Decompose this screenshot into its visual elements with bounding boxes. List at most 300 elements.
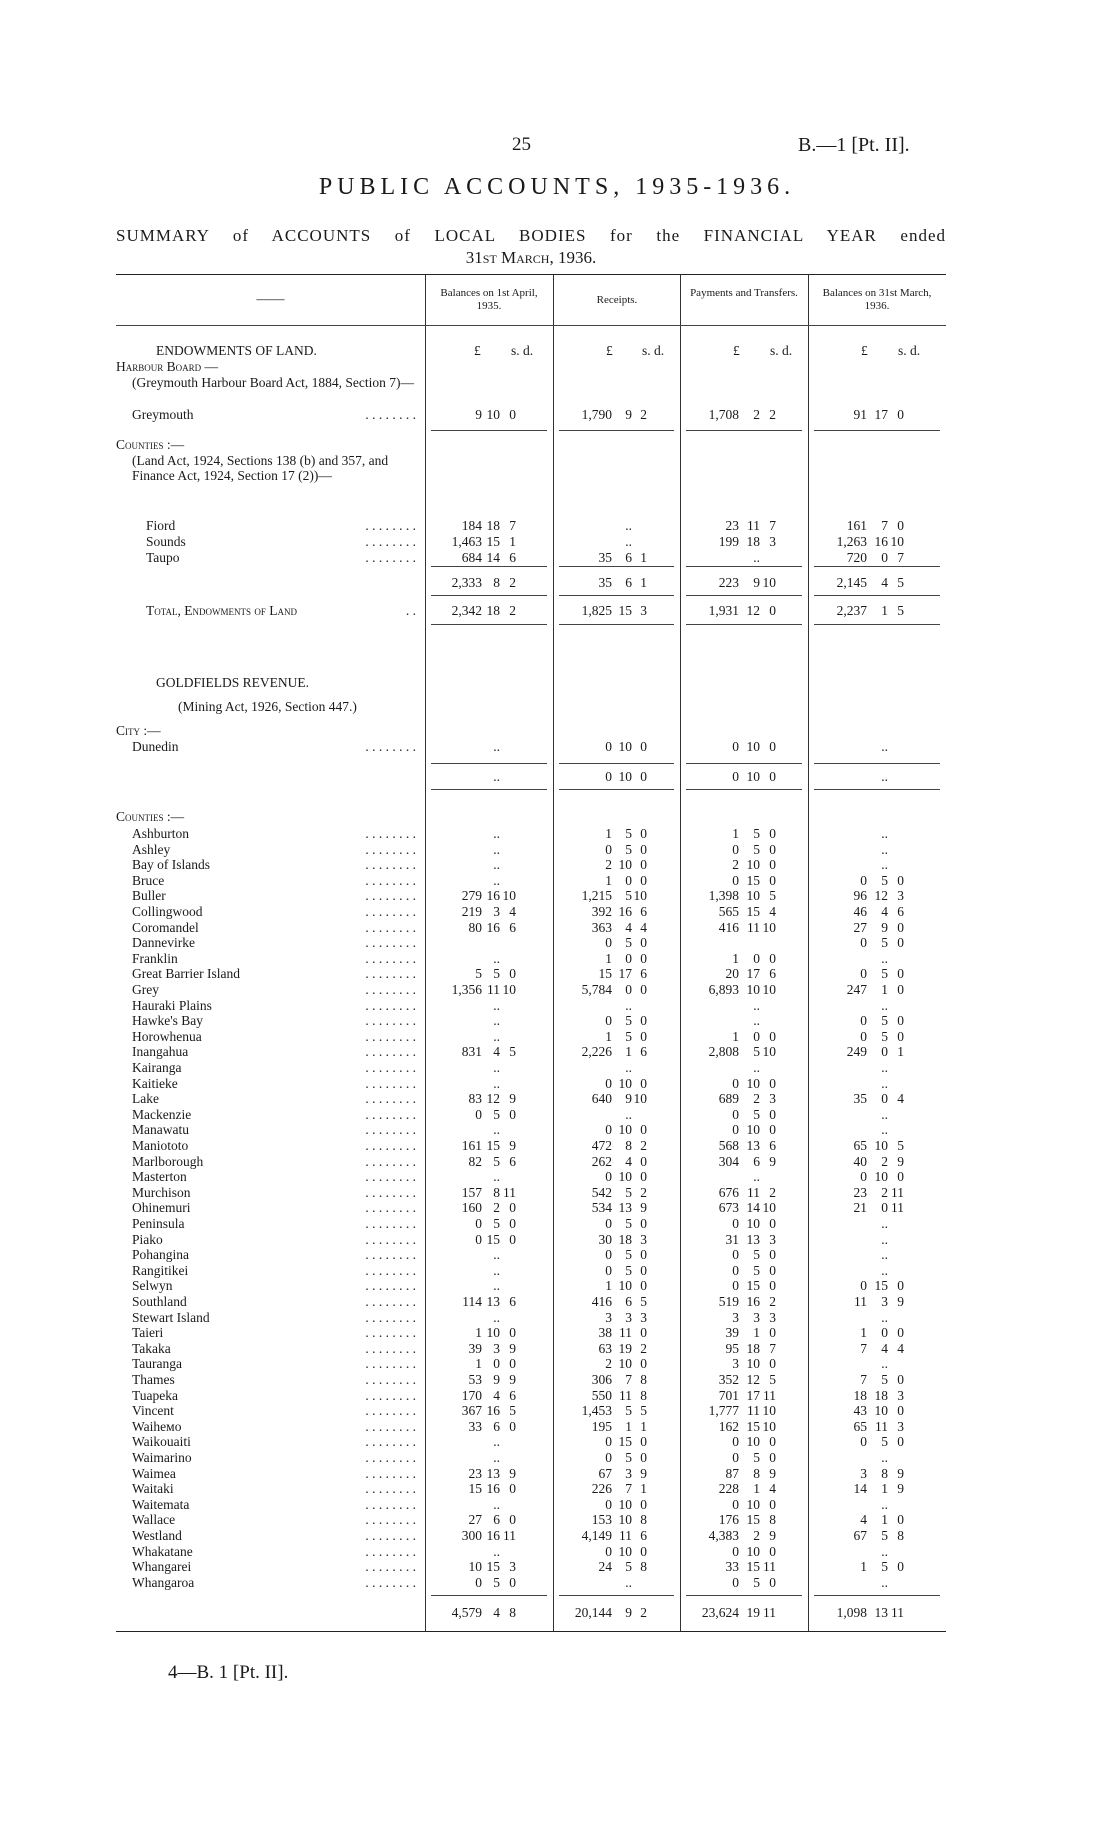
amount-part: 5 — [493, 966, 500, 982]
amount-part: 5 — [881, 1559, 888, 1575]
amount-part: 0 — [493, 1356, 500, 1372]
amount-part: 5,784 — [581, 982, 612, 997]
amount-part: 8 — [769, 1512, 776, 1528]
amount-part: 226 — [591, 1481, 612, 1497]
amount-part: 9 — [509, 1465, 516, 1481]
amount-part: 0 — [881, 1044, 888, 1060]
amount-part: 306 — [591, 1372, 612, 1387]
amount-empty: .. — [753, 1013, 760, 1029]
amount-part: 1 — [475, 1356, 482, 1372]
amount-part: 10 — [618, 1356, 632, 1372]
amount-empty: .. — [493, 1060, 500, 1075]
county-row — [116, 1294, 946, 1310]
amount-part: 1,708 — [708, 407, 739, 422]
county-row — [116, 1122, 946, 1138]
subtotal-rule — [559, 789, 674, 790]
amount-part: 0 — [640, 1450, 647, 1465]
amount-part: 2 — [605, 857, 612, 873]
subtotal-rule — [686, 1595, 802, 1596]
amount-part: 0 — [897, 1559, 904, 1575]
amount-part: 0 — [625, 950, 632, 966]
amount-part: 3 — [493, 1340, 500, 1356]
amount-part: 0 — [605, 935, 612, 951]
amount-part: 1 — [732, 950, 739, 966]
amount-part: 1 — [605, 872, 612, 888]
county-row — [116, 1044, 946, 1060]
amount-part: 5 — [897, 603, 904, 618]
amount-part: 3 — [769, 1309, 776, 1325]
amount-part: 8 — [493, 1184, 500, 1200]
amount-empty: .. — [753, 550, 760, 565]
county-row — [116, 1200, 946, 1216]
amount-part: 684 — [461, 550, 482, 565]
county-row — [116, 1575, 946, 1591]
county-row — [116, 873, 946, 889]
amount-part: 1 — [640, 1481, 647, 1497]
amount-part: 1 — [860, 1559, 867, 1575]
city-heading: City :— — [116, 723, 161, 738]
amount-empty: .. — [493, 872, 500, 888]
amount-part: 0 — [897, 966, 904, 982]
leader-dots: . . . . . . . . — [365, 966, 416, 982]
amount-part: 15 — [746, 904, 760, 919]
amount-part: 0 — [509, 1574, 516, 1590]
amount-part: 0 — [732, 739, 739, 754]
amount-part: 6 — [625, 1294, 632, 1309]
amount-part: 0 — [732, 1122, 739, 1138]
subtotal-rule — [686, 430, 802, 431]
amount-part: 35 — [598, 550, 612, 565]
amount-part: 363 — [591, 919, 612, 935]
amount-part: 18 — [618, 1231, 632, 1247]
amount-part: 367 — [461, 1403, 482, 1419]
amount-part: 2 — [509, 603, 516, 618]
leader-dots: . . . . . . . . — [365, 1231, 416, 1247]
leader-dots: . . . . . . . . — [365, 1543, 416, 1559]
amount-part: 5 — [493, 1106, 500, 1122]
amount-part: 0 — [769, 1434, 776, 1450]
amount-part: 11 — [747, 518, 760, 533]
leader-dots: . . . . . . . . — [365, 904, 416, 919]
amount-part: 0 — [897, 1028, 904, 1044]
unit-pounds: £ — [474, 343, 481, 358]
amount-part: 10 — [633, 888, 647, 904]
unit-sd: s. d. — [898, 343, 921, 358]
amount-part: 11 — [763, 1605, 776, 1620]
amount-part: 4 — [860, 1512, 867, 1528]
amount-part: 10 — [633, 1091, 647, 1107]
leader-dots: . . . . . . . . — [365, 1184, 416, 1200]
amount-part: 0 — [509, 407, 516, 422]
county-row — [116, 1450, 946, 1466]
county-row — [116, 1356, 946, 1372]
amount-part: 3 — [769, 1091, 776, 1107]
amount-part: 43 — [853, 1403, 867, 1419]
row-label: Taupo — [146, 550, 180, 565]
row-label: Mackenzie — [132, 1106, 192, 1122]
amount-empty: .. — [625, 1574, 632, 1590]
amount-part: 18 — [746, 1340, 760, 1356]
leader-dots: . . . . . . . . — [365, 1372, 416, 1387]
amount-part: 4 — [625, 919, 632, 935]
amount-part: 5 — [881, 1028, 888, 1044]
amount-part: 0 — [605, 1169, 612, 1185]
amount-part: 10 — [890, 534, 904, 549]
amount-part: 5 — [753, 826, 760, 841]
amount-part: 2 — [640, 407, 647, 422]
amount-part: 5 — [769, 888, 776, 904]
row-label: Inangahua — [132, 1044, 189, 1060]
amount-part: 0 — [897, 1169, 904, 1185]
amount-part: 0 — [860, 1028, 867, 1044]
total-rule — [431, 624, 547, 625]
amount-part: 10 — [618, 1278, 632, 1294]
header-rule — [116, 325, 946, 326]
amount-empty: .. — [493, 997, 500, 1013]
amount-part: 0 — [640, 982, 647, 997]
row-label: Waitemata — [132, 1496, 190, 1512]
amount-part: 550 — [591, 1387, 612, 1403]
amount-part: 15 — [598, 966, 612, 982]
county-row — [116, 951, 946, 967]
amount-part: 8 — [640, 1559, 647, 1575]
subtotal-rule — [431, 566, 547, 567]
amount-part: 6,893 — [708, 982, 739, 997]
amount-part: 3 — [732, 1309, 739, 1325]
amount-part: 0 — [605, 1543, 612, 1559]
leader-dots: . . . . . . . . — [365, 1465, 416, 1481]
amount-part: 5 — [625, 1216, 632, 1231]
amount-part: 0 — [769, 769, 776, 784]
amount-part: 0 — [640, 1169, 647, 1185]
goldfields-heading: GOLDFIELDS REVENUE. — [156, 675, 309, 690]
amount-part: 5 — [753, 1247, 760, 1263]
amount-part: 0 — [897, 1434, 904, 1450]
amount-part: 87 — [725, 1465, 739, 1481]
amount-part: 0 — [605, 1247, 612, 1263]
amount-part: 10 — [762, 1403, 776, 1419]
amount-part: 8 — [753, 1465, 760, 1481]
amount-part: 14 — [486, 550, 500, 565]
unit-sd: s. d. — [770, 343, 793, 358]
amount-part: 0 — [732, 841, 739, 857]
amount-part: 19 — [746, 1605, 760, 1620]
amount-part: 67 — [853, 1528, 867, 1543]
amount-part: 5 — [625, 841, 632, 857]
amount-empty: .. — [881, 1543, 888, 1559]
amount-empty: .. — [881, 1247, 888, 1263]
amount-part: 0 — [605, 1262, 612, 1278]
county-row — [116, 1029, 946, 1045]
amount-part: 10 — [618, 1169, 632, 1185]
amount-part: 10 — [468, 1559, 482, 1575]
row-label: Rangitikei — [132, 1262, 189, 1278]
amount-part: 0 — [605, 1496, 612, 1512]
amount-part: 6 — [493, 1418, 500, 1434]
amount-part: 0 — [769, 1356, 776, 1372]
subtotal-rule — [431, 763, 547, 764]
amount-empty: .. — [881, 1574, 888, 1590]
amount-part: 1,098 — [836, 1605, 867, 1620]
page-number: 25 — [512, 134, 531, 155]
amount-part: 2 — [753, 1528, 760, 1543]
leader-dots: . . . . . . . . — [365, 518, 416, 533]
amount-part: 8 — [897, 1528, 904, 1543]
amount-part: 15 — [746, 1418, 760, 1434]
amount-part: 6 — [769, 1138, 776, 1153]
amount-part: 0 — [732, 1216, 739, 1231]
county-row — [116, 1154, 946, 1170]
amount-part: 0 — [625, 872, 632, 888]
amount-part: 10 — [618, 1512, 632, 1528]
county-row — [116, 1528, 946, 1544]
amount-part: 9 — [897, 1294, 904, 1309]
amount-part: 0 — [897, 1278, 904, 1294]
county-row — [116, 1403, 946, 1419]
amount-part: 0 — [769, 1028, 776, 1044]
county-row — [116, 904, 946, 920]
leader-dots: . . . . . . . . — [365, 1481, 416, 1497]
amount-empty: .. — [881, 1262, 888, 1278]
amount-part: 247 — [846, 982, 867, 997]
amount-part: 11 — [747, 919, 760, 935]
amount-part: 6 — [640, 1044, 647, 1060]
amount-part: 0 — [640, 769, 647, 784]
amount-part: 184 — [461, 518, 482, 533]
row-label: Waimarino — [132, 1450, 192, 1465]
county-row — [116, 1216, 946, 1232]
amount-part: 0 — [732, 1434, 739, 1450]
amount-part: 15 — [486, 534, 500, 549]
amount-part: 5 — [753, 1262, 760, 1278]
amount-part: 0 — [640, 1543, 647, 1559]
row-label: Westland — [132, 1528, 182, 1543]
amount-part: 0 — [640, 1325, 647, 1341]
amount-empty: .. — [493, 1543, 500, 1559]
county-row — [116, 1278, 946, 1294]
leader-dots: . . . . . . . . — [365, 997, 416, 1013]
amount-part: 249 — [846, 1044, 867, 1060]
amount-part: 4 — [769, 1481, 776, 1497]
amount-part: 1,825 — [581, 603, 612, 618]
amount-part: 10 — [746, 1216, 760, 1231]
amount-part: 3 — [605, 1309, 612, 1325]
amount-part: 10 — [618, 1496, 632, 1512]
amount-part: 10 — [618, 857, 632, 873]
leader-dots: . . . . . . . . — [365, 1496, 416, 1512]
amount-empty: .. — [493, 1496, 500, 1512]
unit-sd: s. d. — [511, 343, 534, 358]
row-label: Wallace — [132, 1512, 176, 1528]
amount-empty: .. — [881, 1450, 888, 1465]
amount-part: 0 — [881, 1200, 888, 1216]
harbour-board-heading: Harbour Board — — [116, 359, 219, 374]
amount-part: 0 — [732, 1075, 739, 1091]
amount-part: 9 — [640, 1200, 647, 1216]
amount-part: 12 — [874, 888, 888, 904]
amount-part: 10 — [762, 1418, 776, 1434]
amount-part: 1 — [881, 1481, 888, 1497]
subtotal-rule — [814, 763, 940, 764]
county-row — [116, 1559, 946, 1575]
amount-part: 67 — [598, 1465, 612, 1481]
amount-empty: .. — [493, 1075, 500, 1091]
unit-sd: s. d. — [642, 343, 665, 358]
amount-part: 11 — [619, 1387, 632, 1403]
county-row — [116, 857, 946, 873]
amount-part: 16 — [486, 888, 500, 904]
amount-part: 38 — [598, 1325, 612, 1341]
amount-part: 3 — [753, 1309, 760, 1325]
amount-part: 9 — [625, 407, 632, 422]
amount-part: 0 — [753, 950, 760, 966]
units-row — [116, 343, 946, 359]
total-rule — [559, 624, 674, 625]
amount-part: 4 — [769, 904, 776, 919]
amount-part: 9 — [509, 1340, 516, 1356]
county-row — [116, 1325, 946, 1341]
amount-part: 565 — [718, 904, 739, 919]
amount-part: 2 — [605, 1356, 612, 1372]
amount-part: 0 — [860, 1169, 867, 1185]
leader-dots: . . . . . . . . — [365, 919, 416, 935]
unit-pounds: £ — [861, 343, 868, 358]
amount-part: 1 — [732, 1028, 739, 1044]
amount-part: 5 — [881, 1372, 888, 1387]
amount-empty: .. — [493, 1169, 500, 1185]
amount-part: 53 — [468, 1372, 482, 1387]
leader-dots: . . . . . . . . — [365, 1216, 416, 1231]
amount-part: 1 — [605, 950, 612, 966]
amount-part: 0 — [732, 1543, 739, 1559]
amount-part: 16 — [618, 904, 632, 919]
amount-part: 6 — [493, 1512, 500, 1528]
page-subtitle-date: 31st March, 1936. — [465, 248, 597, 267]
county-row — [116, 1263, 946, 1279]
amount-part: 5 — [493, 1216, 500, 1231]
row-label: Coromandel — [132, 919, 199, 935]
amount-part: 0 — [732, 1450, 739, 1465]
amount-part: 11 — [763, 1387, 776, 1403]
amount-part: 0 — [897, 1512, 904, 1528]
subtotal-rule — [559, 763, 674, 764]
row-label: Bay of Islands — [132, 857, 210, 873]
row-label: Waitaki — [132, 1481, 174, 1497]
amount-empty: .. — [493, 841, 500, 857]
amount-part: 63 — [598, 1340, 612, 1356]
county-row — [116, 1247, 946, 1263]
subtotal-rule — [431, 789, 547, 790]
amount-part: 27 — [468, 1512, 482, 1528]
amount-part: 1 — [897, 1044, 904, 1060]
amount-part: 0 — [640, 1075, 647, 1091]
counties-heading: Counties :— — [116, 437, 185, 452]
row-label: Grey — [132, 982, 159, 997]
amount-part: 9 — [897, 1465, 904, 1481]
amount-part: 5 — [625, 1184, 632, 1200]
amount-part: 6 — [509, 1153, 516, 1169]
county-row — [116, 826, 946, 842]
amount-part: 40 — [853, 1153, 867, 1169]
amount-part: 0 — [509, 1231, 516, 1247]
amount-part: 4 — [881, 575, 888, 590]
leader-dots: . . . . . . . . — [365, 550, 416, 565]
leader-dots: . . . . . . . . — [365, 1060, 416, 1075]
amount-part: 0 — [769, 841, 776, 857]
amount-part: 2,808 — [708, 1044, 739, 1060]
amount-part: 2,342 — [451, 603, 482, 618]
amount-part: 33 — [468, 1418, 482, 1434]
amount-part: 16 — [486, 1481, 500, 1497]
amount-part: 5 — [881, 1528, 888, 1543]
amount-part: 8 — [640, 1387, 647, 1403]
amount-part: 10 — [746, 769, 760, 784]
amount-part: 18 — [853, 1387, 867, 1403]
amount-empty: .. — [881, 950, 888, 966]
leader-dots: . . . . . . . . — [365, 1091, 416, 1107]
amount-part: 46 — [853, 904, 867, 919]
amount-part: 0 — [769, 1496, 776, 1512]
leader-dots: . . . . . . . . — [365, 1559, 416, 1575]
amount-part: 7 — [509, 518, 516, 533]
amount-part: 10 — [762, 575, 776, 590]
amount-part: 2 — [509, 575, 516, 590]
subtotal-rule — [431, 430, 547, 431]
amount-part: 0 — [732, 1106, 739, 1122]
amount-part: 9 — [509, 1138, 516, 1153]
amount-part: 2 — [640, 1184, 647, 1200]
amount-part: 219 — [461, 904, 482, 919]
leader-dots: . . . . . . . . — [365, 1106, 416, 1122]
amount-empty: .. — [881, 1122, 888, 1138]
unit-pounds: £ — [606, 343, 613, 358]
amount-part: 1 — [732, 826, 739, 841]
amount-part: 176 — [718, 1512, 739, 1528]
amount-part: 10 — [746, 888, 760, 904]
amount-part: 14 — [746, 1200, 760, 1216]
amount-part: 0 — [860, 872, 867, 888]
amount-part: 83 — [468, 1091, 482, 1107]
row-label: Greymouth — [132, 407, 194, 422]
county-row — [116, 550, 946, 566]
amount-part: 5 — [897, 575, 904, 590]
amount-part: 0 — [769, 857, 776, 873]
amount-part: 16 — [746, 1294, 760, 1309]
document-reference: B.—1 [Pt. II]. — [798, 134, 910, 156]
row-label: Horowhenua — [132, 1028, 202, 1044]
harbour-board-act: (Greymouth Harbour Board Act, 1884, Section 7)— — [132, 375, 414, 390]
amount-part: 0 — [860, 1013, 867, 1029]
amount-part: 0 — [475, 1574, 482, 1590]
row-label: Waimea — [132, 1465, 176, 1481]
amount-part: 0 — [640, 1278, 647, 1294]
amount-part: 1 — [640, 1418, 647, 1434]
amount-part: 6 — [509, 919, 516, 935]
amount-part: 0 — [605, 1450, 612, 1465]
amount-part: 3 — [640, 603, 647, 618]
amount-part: 17 — [618, 966, 632, 982]
amount-part: 10 — [618, 1122, 632, 1138]
amount-part: 2 — [640, 1605, 647, 1620]
amount-part: 0 — [605, 739, 612, 754]
row-label: Ohinemuri — [132, 1200, 191, 1216]
amount-empty: .. — [493, 950, 500, 966]
amount-empty: .. — [881, 1106, 888, 1122]
amount-part: 0 — [640, 841, 647, 857]
amount-part: 0 — [509, 1200, 516, 1216]
amount-part: 5 — [753, 1044, 760, 1060]
amount-part: 2 — [769, 1294, 776, 1309]
